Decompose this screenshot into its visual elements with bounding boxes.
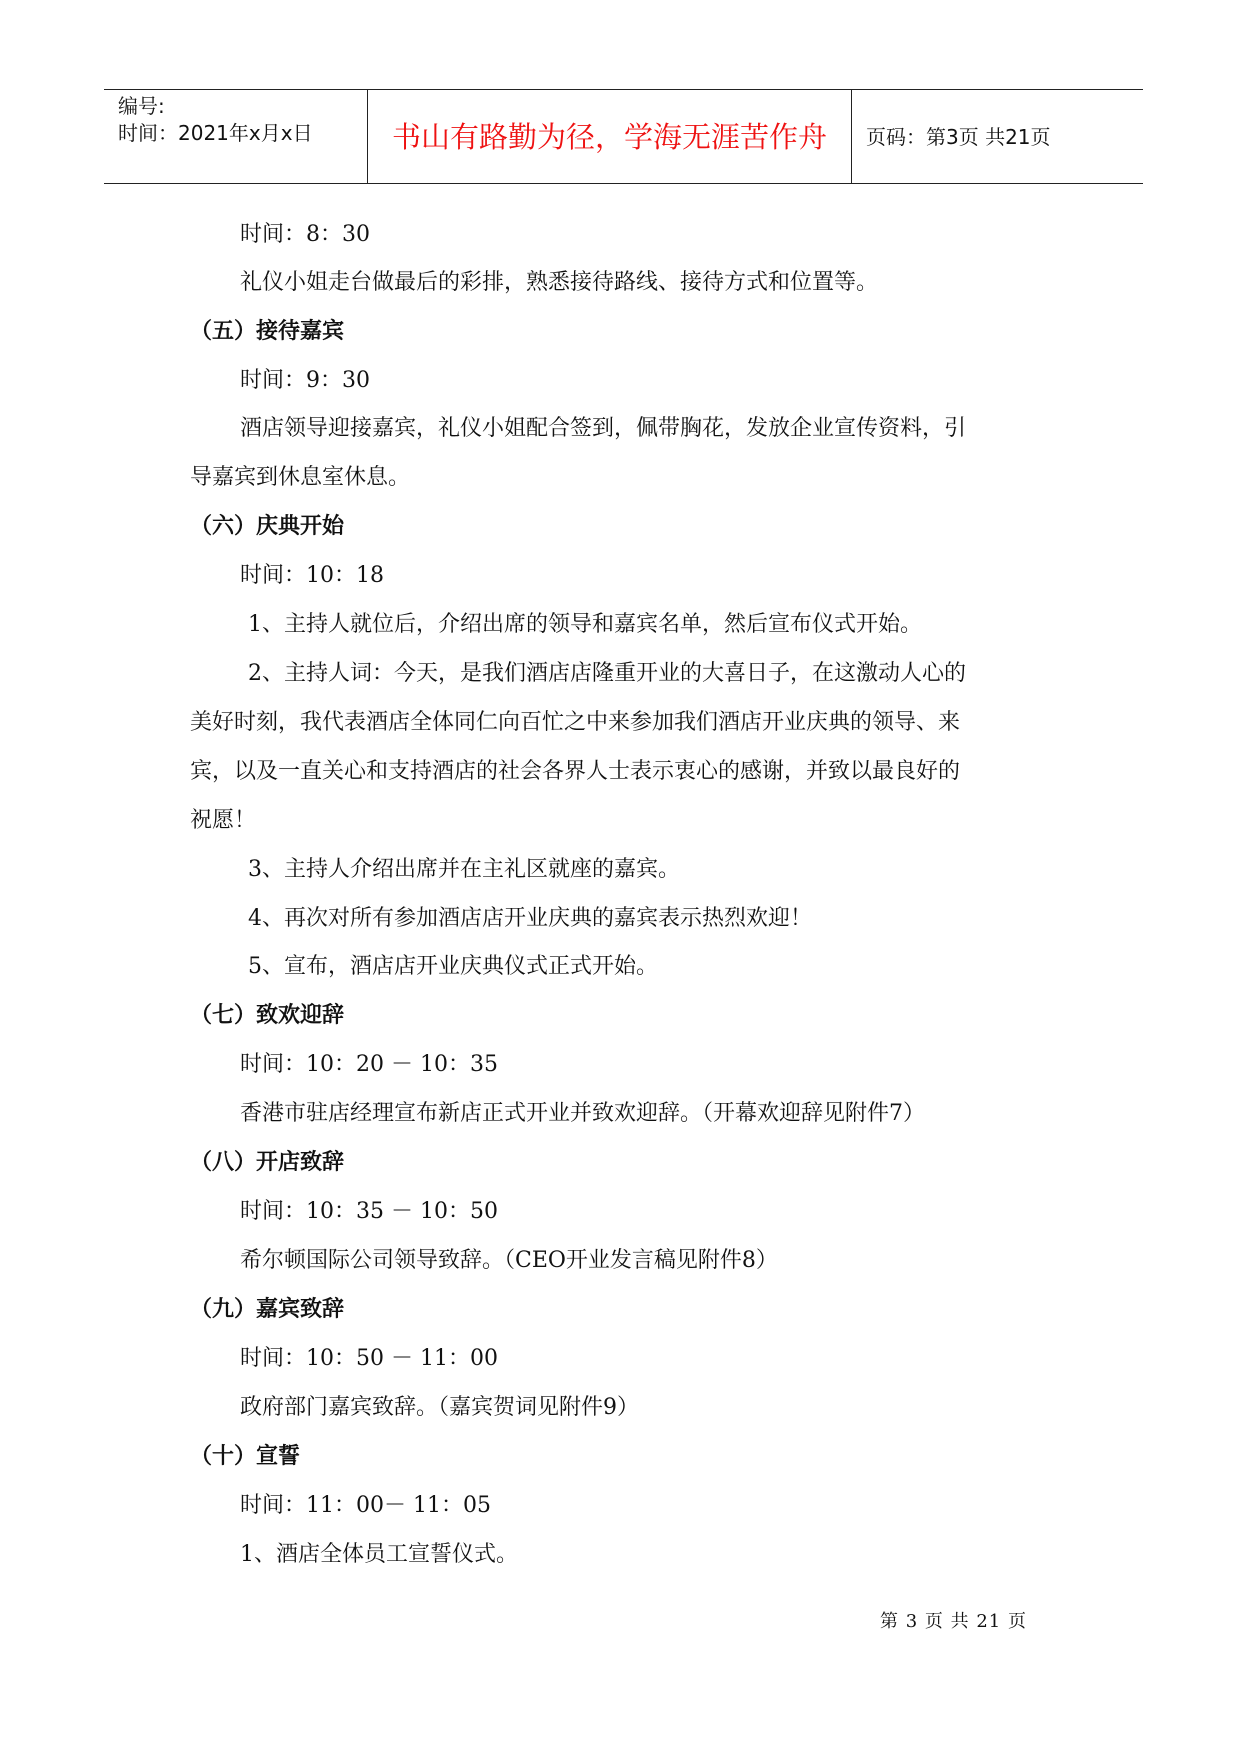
list-item: 2、主持人词：今天，是我们酒店店隆重开业的大喜日子，在这激动人心的: [248, 661, 966, 686]
list-item: 1、主持人就位后，介绍出席的领导和嘉宾名单，然后宣布仪式开始。: [248, 612, 922, 637]
time-line: 时间：9：30: [240, 368, 370, 393]
time-line: 时间：10：35 － 10：50: [240, 1199, 498, 1224]
time-line: 时间：10：50 － 11：00: [240, 1346, 498, 1371]
time-line: 时间：10：20 － 10：35: [240, 1052, 498, 1077]
section-heading: （九）嘉宾致辞: [190, 1297, 345, 1322]
paragraph: 美好时刻，我代表酒店全体同仁向百忙之中来参加我们酒店开业庆典的领导、来: [190, 710, 961, 735]
time-line: 时间：11：00－ 11：05: [240, 1493, 491, 1518]
document-number-label: 编号:: [118, 94, 165, 118]
section-heading: （五）接待嘉宾: [190, 319, 345, 344]
list-item: 4、再次对所有参加酒店店开业庆典的嘉宾表示热烈欢迎！: [248, 906, 812, 931]
section-heading: （十）宣誓: [190, 1444, 301, 1469]
header-page-info: 页码：第3页 共21页: [866, 125, 1051, 149]
list-item: 1、酒店全体员工宣誓仪式。: [240, 1542, 518, 1567]
header-motto: 书山有路勤为径，学海无涯苦作舟: [391, 120, 827, 154]
time-line: 时间：10：18: [240, 563, 384, 588]
section-heading: （八）开店致辞: [190, 1150, 345, 1175]
section-heading: （六）庆典开始: [190, 514, 345, 539]
page-footer: 第 3 页 共 21 页: [880, 1611, 1027, 1632]
list-item: 3、主持人介绍出席并在主礼区就座的嘉宾。: [248, 857, 680, 882]
paragraph: 祝愿！: [190, 808, 257, 833]
paragraph: 宾，以及一直关心和支持酒店的社会各界人士表示衷心的感谢，并致以最良好的: [190, 759, 961, 784]
list-item: 5、宣布，酒店店开业庆典仪式正式开始。: [248, 954, 658, 979]
paragraph: 政府部门嘉宾致辞。（嘉宾贺词见附件9）: [240, 1395, 639, 1420]
section-heading: （七）致欢迎辞: [190, 1003, 345, 1028]
paragraph: 礼仪小姐走台做最后的彩排，熟悉接待路线、接待方式和位置等。: [240, 270, 879, 295]
document-date: 时间：2021年x月x日: [118, 121, 313, 145]
paragraph: 导嘉宾到休息室休息。: [190, 465, 411, 490]
paragraph: 希尔顿国际公司领导致辞。（CEO开业发言稿见附件8）: [240, 1248, 778, 1273]
time-line: 时间：8：30: [240, 222, 370, 247]
paragraph: 酒店领导迎接嘉宾，礼仪小姐配合签到，佩带胸花，发放企业宣传资料，引: [240, 416, 967, 441]
paragraph: 香港市驻店经理宣布新店正式开业并致欢迎辞。（开幕欢迎辞见附件7）: [240, 1101, 925, 1126]
